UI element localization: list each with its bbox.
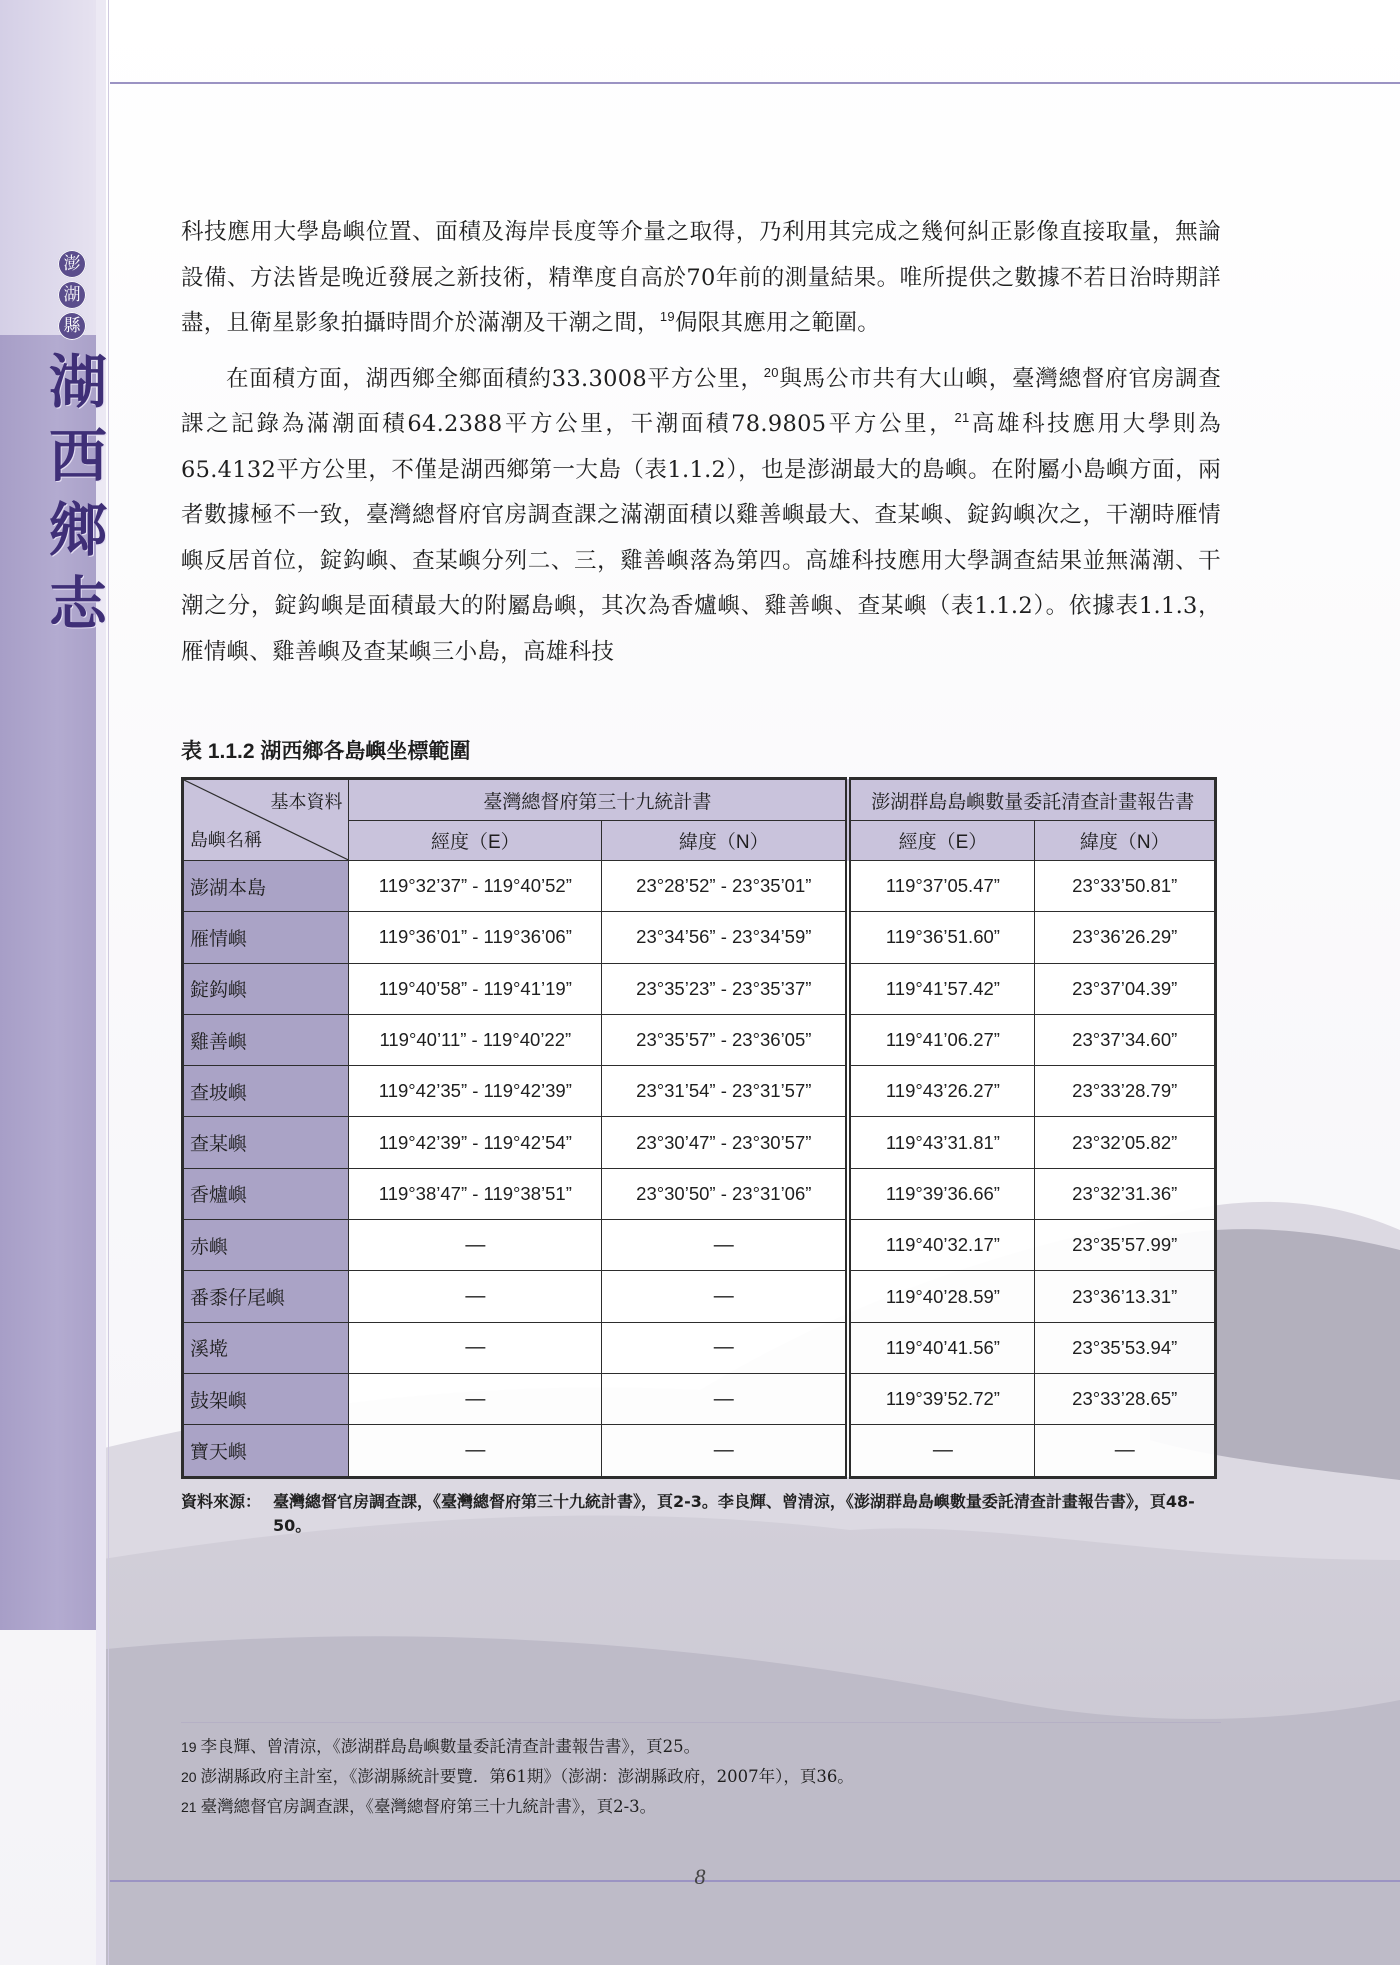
lat-point-cell: 23°33’28.65” xyxy=(1035,1373,1216,1424)
table-row xyxy=(183,1168,1216,1219)
lon-range-cell: 119°42’39” - 119°42’54” xyxy=(349,1117,602,1168)
table-row xyxy=(183,1271,1216,1322)
table-row xyxy=(183,1373,1216,1424)
island-name-cell: 澎湖本島 xyxy=(183,861,349,912)
lat-point-cell: 23°35’57.99” xyxy=(1035,1220,1216,1271)
county-char: 湖 xyxy=(58,281,86,309)
footnote-ref: 19 xyxy=(659,309,675,324)
lon-range-cell: 119°40’58” - 119°41’19” xyxy=(349,963,602,1014)
lat-point-cell: 23°36’13.31” xyxy=(1035,1271,1216,1322)
lon-range-cell: 119°36’01” - 119°36’06” xyxy=(349,912,602,963)
source-label: 資料來源： xyxy=(181,1492,262,1511)
lat-point-cell: 23°32’05.82” xyxy=(1035,1117,1216,1168)
table-row xyxy=(183,1066,1216,1117)
footnotes xyxy=(181,1732,1221,1822)
lon-range-cell: — xyxy=(349,1271,602,1322)
county-char: 澎 xyxy=(58,250,86,278)
island-name-cell: 雞善嶼 xyxy=(183,1014,349,1065)
lat-range-cell: 23°35’23” - 23°35’37” xyxy=(602,963,849,1014)
lon-range-cell: — xyxy=(349,1373,602,1424)
corner-label-bottom: 島嶼名稱 xyxy=(190,830,262,851)
book-title-char: 鄉 xyxy=(48,496,107,564)
footnote-rule xyxy=(181,1722,1221,1723)
lon-point-cell: 119°41’06.27” xyxy=(848,1014,1035,1065)
lat-point-cell: 23°36’26.29” xyxy=(1035,912,1216,963)
book-title-char: 志 xyxy=(48,570,107,638)
lon-point-cell: 119°40’32.17” xyxy=(848,1220,1035,1271)
footnote-19: 19 李良輝、曾清涼，《澎湖群島島嶼數量委託清查計畫報告書》，頁25。 xyxy=(181,1737,701,1756)
table-row xyxy=(183,1425,1216,1477)
table-row xyxy=(183,1322,1216,1373)
col-header-lon: 經度（E） xyxy=(349,821,602,861)
lon-point-cell: 119°40’28.59” xyxy=(848,1271,1035,1322)
lat-range-cell: — xyxy=(602,1271,849,1322)
island-name-cell: 鼓架嶼 xyxy=(183,1373,349,1424)
footnote-21: 21 臺灣總督官房調查課，《臺灣總督府第三十九統計書》，頁2-3。 xyxy=(181,1797,657,1816)
lon-range-cell: 119°38’47” - 119°38’51” xyxy=(349,1168,602,1219)
table-header-row xyxy=(183,779,1216,821)
island-name-cell: 錠鈎嶼 xyxy=(183,963,349,1014)
lat-point-cell: 23°33’28.79” xyxy=(1035,1066,1216,1117)
book-title-char: 西 xyxy=(48,422,107,490)
lon-range-cell: 119°32’37” - 119°40’52” xyxy=(349,861,602,912)
island-name-cell: 查某嶼 xyxy=(183,1117,349,1168)
group-header-2: 澎湖群島島嶼數量委託清查計畫報告書 xyxy=(848,779,1215,821)
island-coordinates-table xyxy=(181,777,1217,1479)
lat-range-cell: 23°30’47” - 23°30’57” xyxy=(602,1117,849,1168)
footer-rule xyxy=(110,1880,1400,1882)
sidebar-edge xyxy=(96,0,106,1965)
lon-point-cell: — xyxy=(848,1425,1035,1477)
lat-range-cell: 23°31’54” - 23°31’57” xyxy=(602,1066,849,1117)
island-name-cell: 寶天嶼 xyxy=(183,1425,349,1477)
book-title-char: 湖 xyxy=(48,348,107,416)
county-name xyxy=(58,250,92,343)
lat-range-cell: — xyxy=(602,1220,849,1271)
table-caption: 表 1.1.2 湖西鄉各島嶼坐標範圍 xyxy=(181,740,471,763)
footnote-ref: 20 xyxy=(763,364,779,380)
county-char: 縣 xyxy=(58,312,86,340)
lat-range-cell: 23°34’56” - 23°34’59” xyxy=(602,912,849,963)
lat-point-cell: — xyxy=(1035,1425,1216,1477)
lon-range-cell: — xyxy=(349,1220,602,1271)
lat-range-cell: 23°35’57” - 23°36’05” xyxy=(602,1014,849,1065)
header-rule xyxy=(110,82,1400,84)
body-text xyxy=(181,210,1221,675)
lon-point-cell: 119°43’31.81” xyxy=(848,1117,1035,1168)
lon-range-cell: 119°40’11” - 119°40’22” xyxy=(349,1014,602,1065)
sidebar-edge-line xyxy=(108,0,109,1965)
table-row xyxy=(183,1220,1216,1271)
corner-label-top: 基本資料 xyxy=(270,792,343,813)
lat-range-cell: — xyxy=(602,1425,849,1477)
lon-range-cell: — xyxy=(349,1322,602,1373)
footnote-ref: 21 xyxy=(954,410,970,425)
lat-range-cell: 23°30’50” - 23°31’06” xyxy=(602,1168,849,1219)
col-header-lat: 緯度（N） xyxy=(1035,821,1216,861)
table-row xyxy=(183,963,1216,1014)
source-text: 臺灣總督官房調查課，《臺灣總督府第三十九統計書》，頁2-3。李良輝、曾清涼，《澎湖群島島嶼數量委託清查計畫報告書》，頁48-50。 xyxy=(273,1492,1195,1535)
island-name-cell: 赤嶼 xyxy=(183,1220,349,1271)
lon-point-cell: 119°37’05.47” xyxy=(848,861,1035,912)
island-name-cell: 香爐嶼 xyxy=(183,1168,349,1219)
lat-range-cell: 23°28’52” - 23°35’01” xyxy=(602,861,849,912)
paragraph-1: 科技應用大學島嶼位置、面積及海岸長度等介量之取得，乃利用其完成之幾何糾正影像直接取量，無論設備、方法皆是晚近發展之新技術，精準度自高於70年前的測量結果。唯所提供之數據不若日治時期詳盡，且衛星影象拍攝時間介於滿潮及干潮之間，$^{19}$侷限其應用之範圍。 xyxy=(181,219,1221,336)
island-name-cell: 雁情嶼 xyxy=(183,912,349,963)
lon-point-cell: 119°43’26.27” xyxy=(848,1066,1035,1117)
island-name-cell: 溪墘 xyxy=(183,1322,349,1373)
lat-point-cell: 23°37’04.39” xyxy=(1035,963,1216,1014)
lat-point-cell: 23°37’34.60” xyxy=(1035,1014,1216,1065)
lat-point-cell: 23°35’53.94” xyxy=(1035,1322,1216,1373)
group-header-1: 臺灣總督府第三十九統計書 xyxy=(349,779,848,821)
table-body xyxy=(183,861,1216,1478)
footnote-20: 20 澎湖縣政府主計室，《澎湖縣統計要覽．第61期》（澎湖：澎湖縣政府，2007年），頁36。 xyxy=(181,1767,854,1786)
book-title xyxy=(48,345,108,641)
lon-point-cell: 119°40’41.56” xyxy=(848,1322,1035,1373)
paragraph-2: 在面積方面，湖西鄉全鄉面積約33.3008平方公里，$^{20}$與馬公市共有大山嶼，臺灣總督府官房調查課之記錄為滿潮面積64.2388平方公里，干潮面積78.9805平方公里，$^{21}$高雄科技應用大學則為65.4132平方公里，不僅是湖西鄉第一大島（表1.1.2），也是澎湖最大的島嶼。在附屬小島嶼方面，兩者數據極不一致，臺灣總督府官房調查課之滿潮面積以雞善嶼最大、查某嶼、錠鈎嶼次之，干潮時雁情嶼反居首位，錠鈎嶼、查某嶼分列二、三，雞善嶼落為第四。高雄科技應用大學調查結果並無滿潮、干潮之分，錠鈎嶼是面積最大的附屬島嶼，其次為香爐嶼、雞善嶼、查某嶼（表1.1.2）。依據表1.1.3，雁情嶼、雞善嶼及查某嶼三小島，高雄科技 xyxy=(181,364,1222,665)
col-header-lon: 經度（E） xyxy=(848,821,1035,861)
lon-point-cell: 119°39’36.66” xyxy=(848,1168,1035,1219)
lon-point-cell: 119°41’57.42” xyxy=(848,963,1035,1014)
table-corner-header xyxy=(183,779,349,861)
table-row xyxy=(183,912,1216,963)
source-note xyxy=(181,1490,1221,1538)
lat-range-cell: — xyxy=(602,1322,849,1373)
lon-range-cell: 119°42’35” - 119°42’39” xyxy=(349,1066,602,1117)
island-name-cell: 查坡嶼 xyxy=(183,1066,349,1117)
island-name-cell: 番黍仔尾嶼 xyxy=(183,1271,349,1322)
table-row xyxy=(183,1117,1216,1168)
table-row xyxy=(183,861,1216,912)
table-row xyxy=(183,1014,1216,1065)
lat-point-cell: 23°33’50.81” xyxy=(1035,861,1216,912)
lon-point-cell: 119°36’51.60” xyxy=(848,912,1035,963)
col-header-lat: 緯度（N） xyxy=(602,821,849,861)
lon-point-cell: 119°39’52.72” xyxy=(848,1373,1035,1424)
lat-range-cell: — xyxy=(602,1373,849,1424)
page-number: 8 xyxy=(694,1864,706,1889)
lat-point-cell: 23°32’31.36” xyxy=(1035,1168,1216,1219)
lon-range-cell: — xyxy=(349,1425,602,1477)
